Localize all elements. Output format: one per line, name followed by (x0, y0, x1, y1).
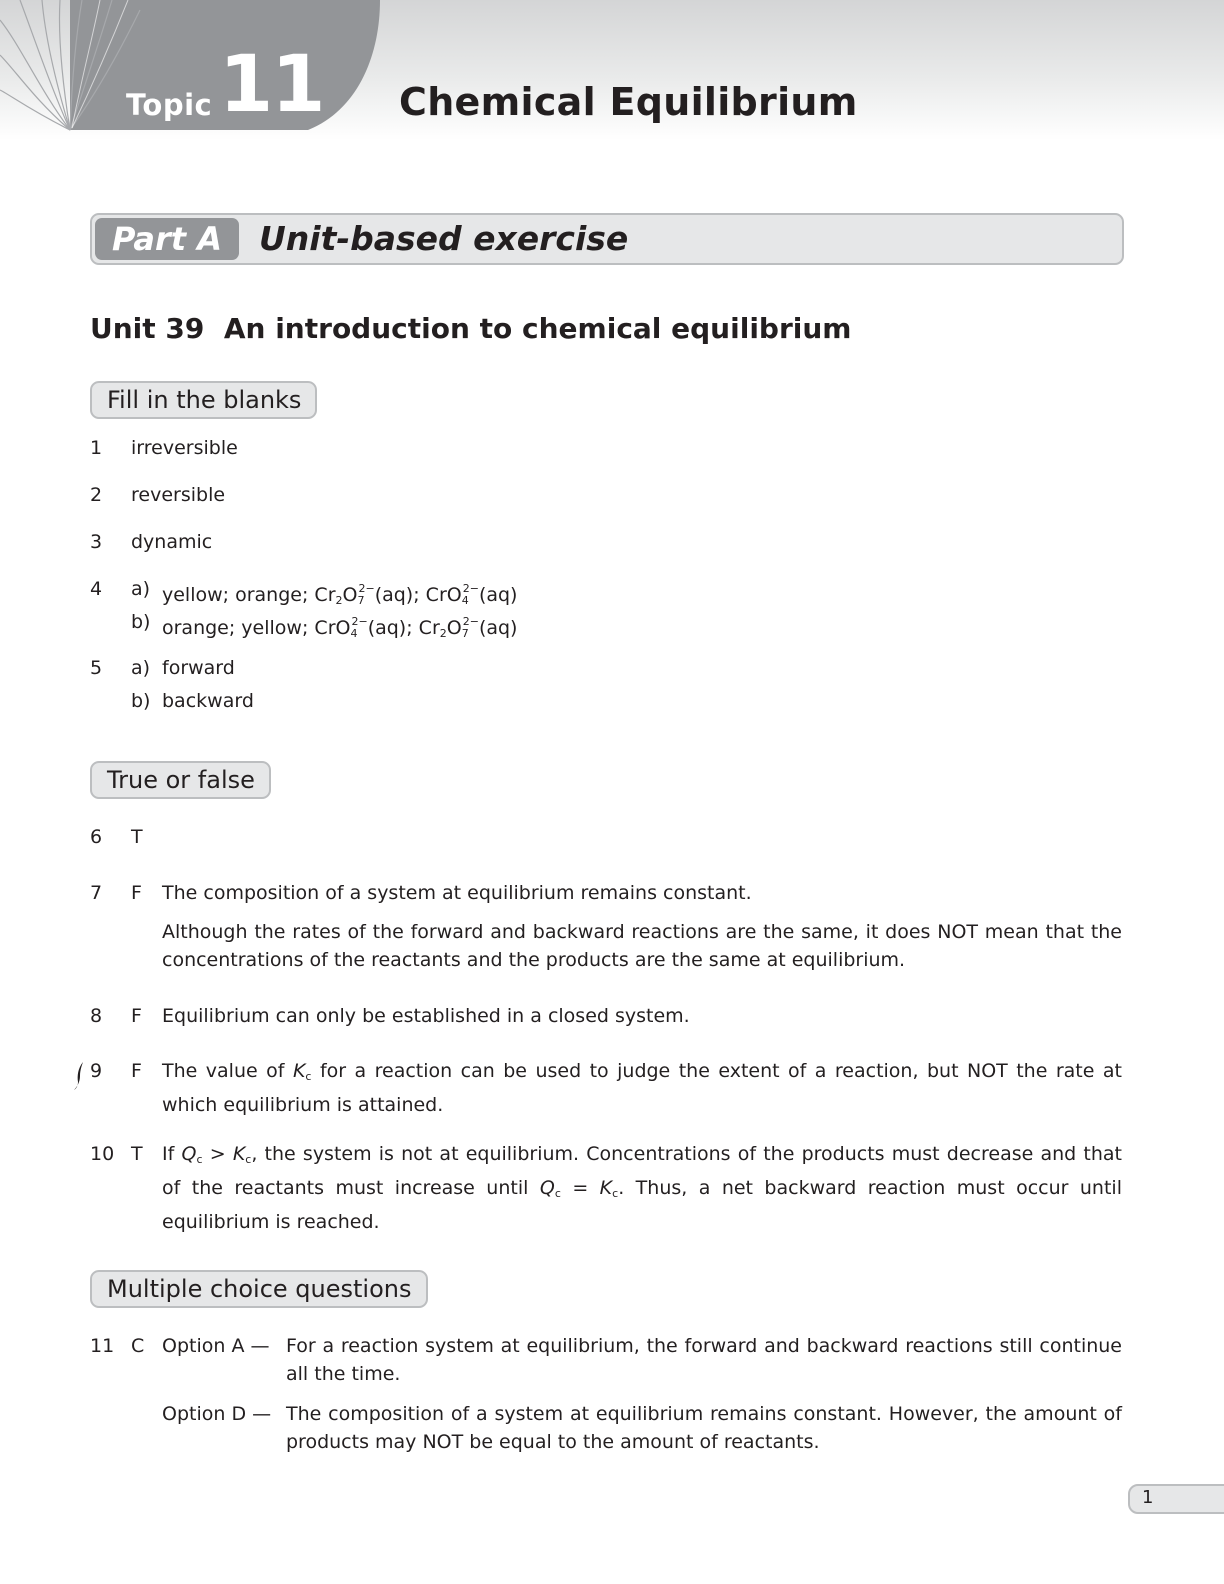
answer-text: reversible (131, 484, 226, 506)
chromate-formula: CrO$_4^{2-}$(aq); (314, 615, 413, 640)
topic-number: 11 (219, 40, 324, 130)
dichromate-formula: $Cr_2O_7^{2-}(aq)$; (314, 582, 420, 607)
answer-statement: The value of $K_c$ for a reaction can be used to judge the extent of a reaction, but NOT the rate at which equilibrium is attained. (162, 1060, 1122, 1116)
answer-text: dynamic (131, 531, 213, 553)
question-number: 1 (90, 437, 103, 459)
answer-letter: F (131, 1060, 142, 1082)
question-number: 4 (90, 578, 103, 600)
question-number: 5 (90, 657, 103, 679)
section-title-multiple-choice: Multiple choice questions (90, 1270, 428, 1308)
question-number: 6 (90, 826, 103, 848)
margin-mark-icon (72, 1060, 86, 1092)
subpart-label: b) (131, 611, 151, 633)
option-explanation: For a reaction system at equilibrium, the forward and backward reactions still continue all the time. (286, 1335, 1122, 1385)
answer-explanation: Although the rates of the forward and backward reactions are the same, it does NOT mean that the concentrations of the reactants and the products are the same at equilibrium. (162, 921, 1122, 971)
answer-text: forward (162, 657, 235, 679)
option-label: Option D — (162, 1403, 272, 1425)
answer-letter: F (131, 1005, 142, 1027)
option-label: Option A — (162, 1335, 270, 1357)
dichromate-formula: $Cr_2O_7^{2-}(aq)$ (418, 615, 518, 640)
answer-statement: The composition of a system at equilibrium remains constant. (162, 882, 752, 904)
answer-letter: T (131, 826, 143, 848)
page-number: 1 (1142, 1487, 1154, 1508)
answer-line (162, 608, 517, 648)
question-number: 11 (90, 1335, 115, 1357)
part-title: Unit-based exercise (259, 219, 629, 258)
answer-text: irreversible (131, 437, 238, 459)
option-explanation: The composition of a system at equilibrium remains constant. However, the amount of products may NOT be equal to the amount of reactants. (286, 1403, 1122, 1453)
question-number: 8 (90, 1005, 103, 1027)
subpart-label: a) (131, 578, 151, 600)
chromate-formula: CrO$_4^{2-}$(aq) (425, 582, 518, 607)
answer-letter: F (131, 882, 142, 904)
page-number-tab (1128, 1484, 1224, 1514)
question-number: 2 (90, 484, 103, 506)
question-number: 10 (90, 1143, 115, 1165)
part-label: Part A (95, 218, 239, 260)
section-title-true-or-false: True or false (90, 761, 271, 799)
question-number: 9 (90, 1060, 103, 1082)
question-number: 3 (90, 531, 103, 553)
answer-letter: C (131, 1335, 145, 1357)
part-banner (90, 213, 1124, 265)
answer-text: orange; yellow; (162, 617, 309, 639)
question-number: 7 (90, 882, 103, 904)
answer-statement: Equilibrium can only be established in a closed system. (162, 1005, 690, 1027)
answer-letter: T (131, 1143, 143, 1165)
subpart-label: b) (131, 690, 151, 712)
answer-text: backward (162, 690, 254, 712)
unit-heading: Unit 39 An introduction to chemical equilibrium (90, 312, 852, 345)
answer-text: yellow; orange; (162, 584, 309, 606)
topic-label: Topic (126, 88, 213, 122)
subpart-label: a) (131, 657, 151, 679)
section-title-fill-in-the-blanks: Fill in the blanks (90, 381, 317, 419)
chapter-title: Chemical Equilibrium (399, 80, 858, 124)
answer-statement: If $Q_c > K_c$, the system is not at equilibrium. Concentrations of the products must decrease and that of the reactants must increase until $Q_c = K_c$. Thus, a net backward reaction must occur until equilibrium is reached. (162, 1143, 1123, 1233)
